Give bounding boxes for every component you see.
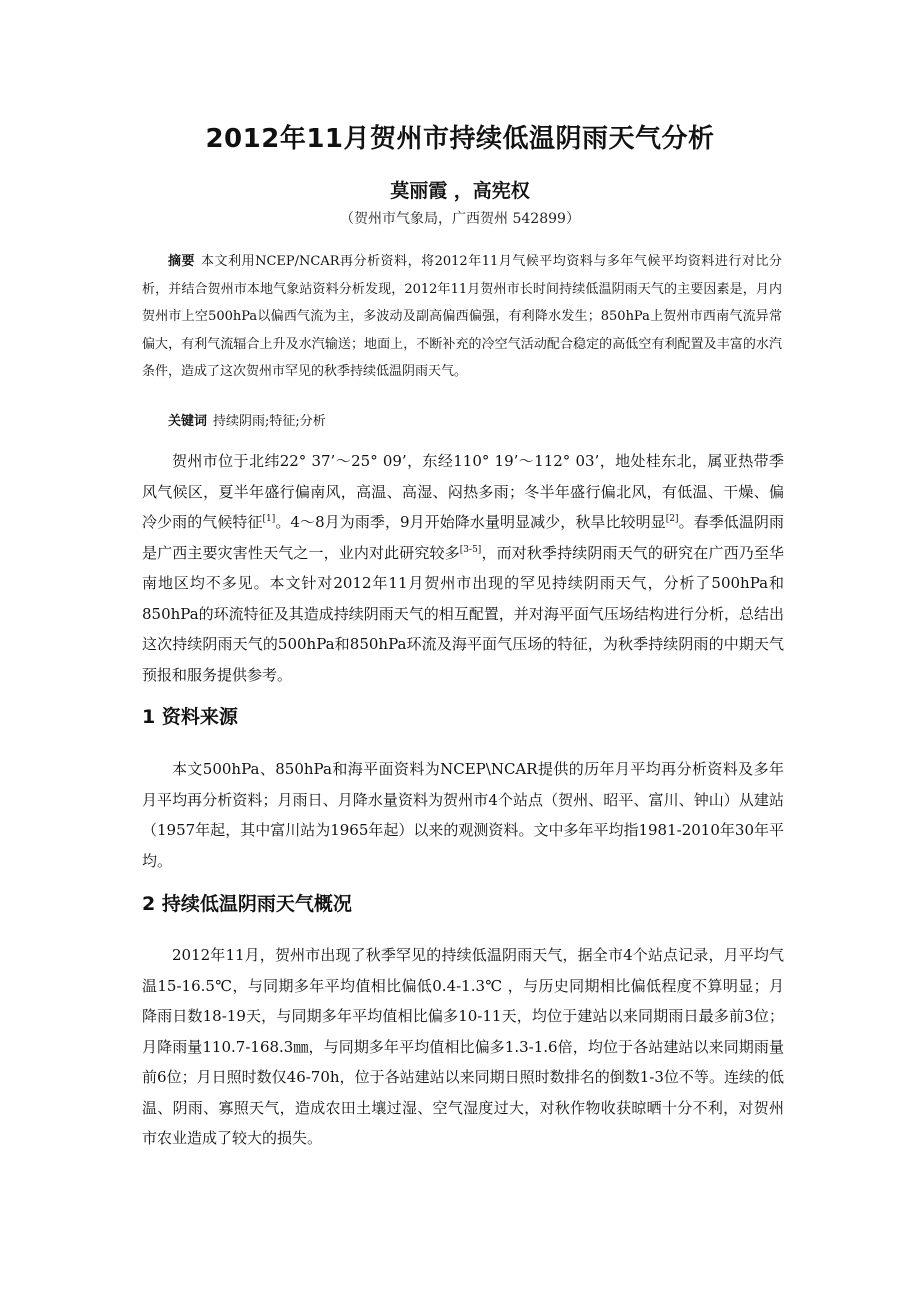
intro-text-4: ，而对秋季持续阴雨天气的研究在广西乃至华南地区均不多见。本文针对2012年11月贺州市出现的罕见持续阴雨天气，分析了500hPa和850hPa的环流特征及其造成持续阴雨天气的相互配置，并对海平面气压场结构进行分析，总结出这次持续阴雨天气的500hPa和850hPa环流及海平面气压场的特征，为秋季持续阴雨的中期天气预报和服务提供参考。 (142, 543, 784, 684)
section-1-heading: 1 资料来源 (142, 706, 238, 728)
keywords (168, 410, 326, 429)
keywords-text: 持续阴雨;特征;分析 (213, 414, 326, 429)
paper-title: 2012年11月贺州市持续低温阴雨天气分析 (205, 124, 715, 154)
section-2-paragraph: 2012年11月，贺州市出现了秋季罕见的持续低温阴雨天气，据全市4个站点记录，月平均气温15-16.5℃，与同期多年平均值相比偏低0.4-1.3℃ ，与历史同期相比偏低程度不算明显；月降雨日数18-19天，与同期多年平均值相比偏多10-11天，均位于建站以来同期雨日最多前3位；月降雨量110.7-168.3㎜，与同期多年平均值相比偏多1.3-1.6倍，均位于各站建站以来同期雨量前6位；月日照时数仅46-70h，位于各站建站以来同期日照时数排名的倒数1-3位不等。连续的低温、阴雨、寡照天气，造成农田土壤过湿、空气湿度过大，对秋作物收获晾晒十分不利，对贺州市农业造成了较大的损失。 (142, 946, 784, 1147)
abstract (142, 248, 782, 386)
section-2-heading: 2 持续低温阴雨天气概况 (142, 893, 352, 915)
section-1-paragraph: 本文500hPa、850hPa和海平面资料为NCEP\NCAR提供的历年月平均再分析资料及多年月平均再分析资料；月雨日、月降水量资料为贺州市4个站点（贺州、昭平、富川、钟山）从建站（1957年起，其中富川站为1965年起）以来的观测资料。文中多年平均指1981-2010年30年平均。 (142, 760, 784, 870)
intro-text-1: 贺州市位于北纬22° 37’～25° 09’，东经110° 19’～112° 03’，地处桂东北，属亚热带季风气候区，夏半年盛行偏南风，高温、高湿、闷热多雨；冬半年盛行偏北风，有低温、干燥、偏冷少雨的气候特征 (142, 452, 784, 531)
keywords-label: 关键词 (168, 414, 208, 429)
intro-text-2: 。4～8月为雨季，9月开始降水量明显减少，秋旱比较明显 (275, 513, 666, 531)
intro-text-3: 。春季低温阴雨是广西主要灾害性天气之一，业内对此研究较多 (142, 513, 784, 562)
abstract-label: 摘要 (168, 254, 196, 269)
citation-2: [2] (665, 514, 679, 524)
affiliation: （贺州市气象局，广西贺州 542899） (340, 211, 580, 227)
citation-3-5: [3-5] (459, 544, 482, 555)
citation-1: [1] (262, 514, 276, 524)
intro-paragraph (142, 446, 784, 690)
abstract-text: 本文利用NCEP/NCAR再分析资料，将2012年11月气候平均资料与多年气候平均资料进行对比分析，并结合贺州市本地气象站资料分析发现，2012年11月贺州市长时间持续低温阴雨天气的主要因素是，月内贺州市上空500hPa以偏西气流为主，多波动及副高偏西偏强，有利降水发生；850hPa上贺州市西南气流异常偏大，有利气流辐合上升及水汽输送；地面上，不断补充的冷空气活动配合稳定的高低空有利配置及丰富的水汽条件，造成了这次贺州市罕见的秋季持续低温阴雨天气。 (142, 254, 782, 379)
author-list: 莫丽霞 ，高宪权 (390, 180, 530, 202)
